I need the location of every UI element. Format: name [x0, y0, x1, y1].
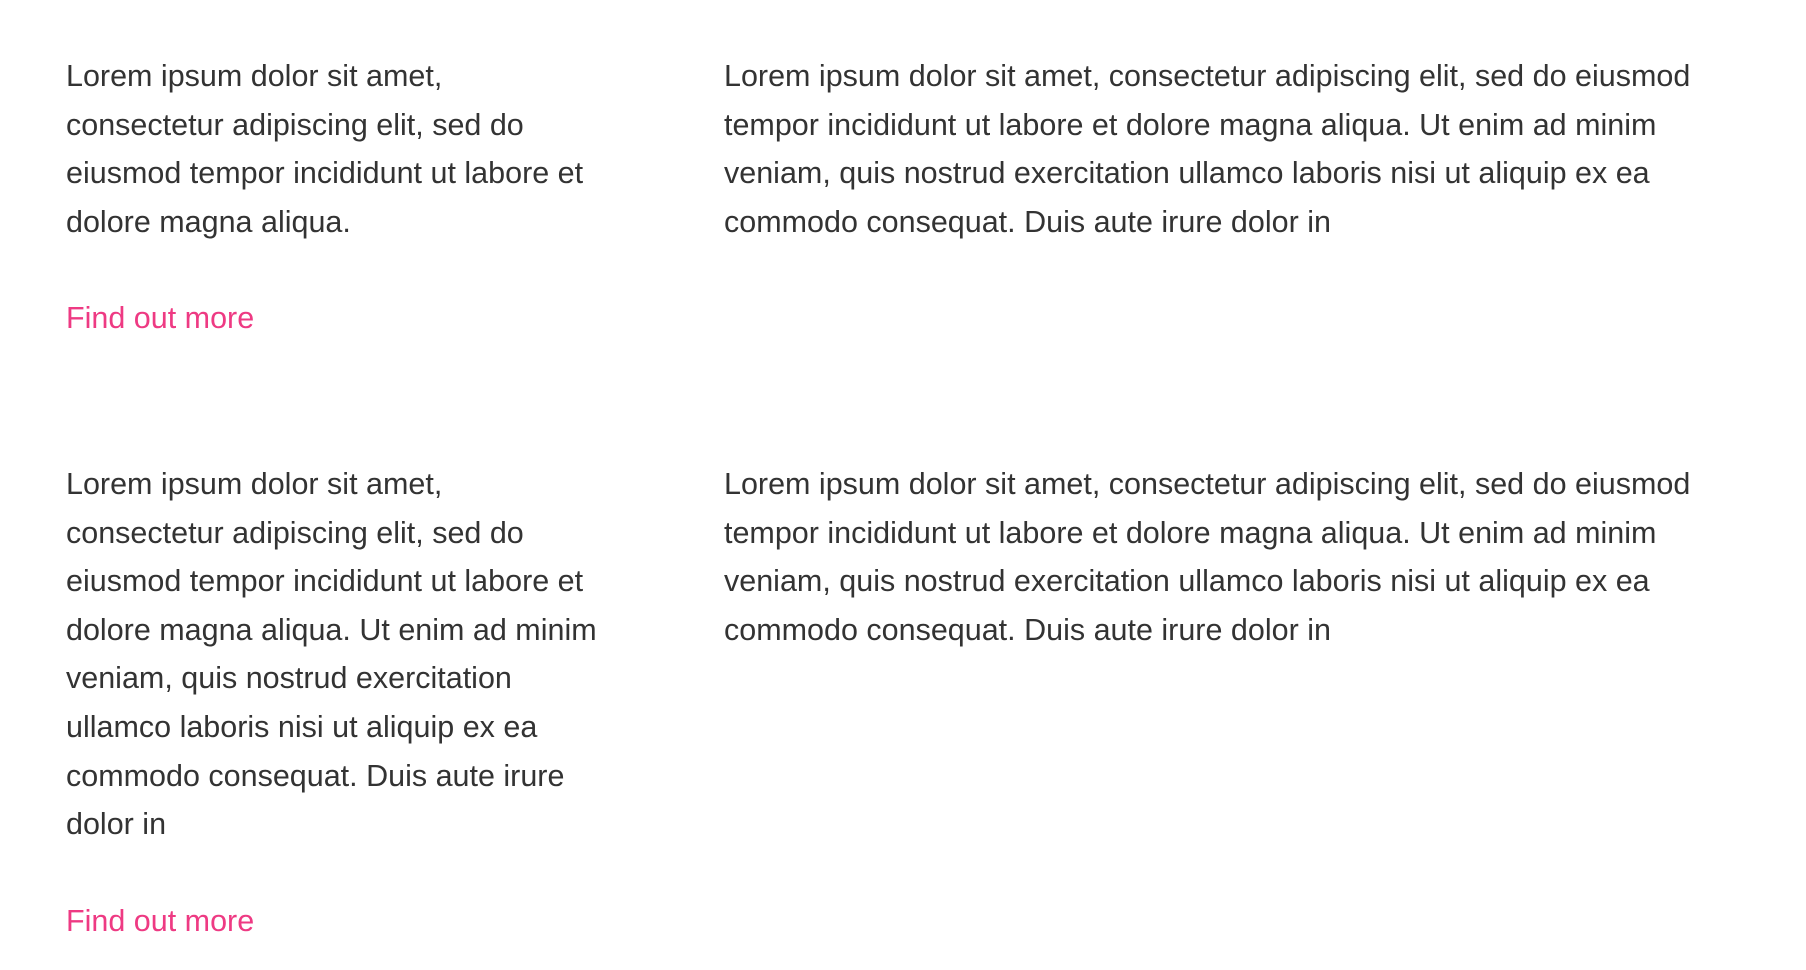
card-4-text: Lorem ipsum dolor sit amet, consectetur adipiscing elit, sed do eiusmod tempor incididunt ut labore et dolore magna aliqua. Ut enim ad minim veniam, quis nostrud exercitation ullamco laboris nisi ut aliquip ex ea commodo consequat. Duis aute irure dolor in	[724, 467, 1691, 647]
card-3	[66, 460, 606, 945]
content-row-2	[66, 460, 1746, 945]
card-3-text: Lorem ipsum dolor sit amet, consectetur adipiscing elit, sed do eiusmod tempor incididunt ut labore et dolore magna aliqua. Ut enim ad minim veniam, quis nostrud exercitation ullamco laboris nisi ut aliquip ex ea commodo consequat. Duis aute irure dolor in	[66, 467, 597, 842]
card-4	[724, 460, 1764, 654]
card-1	[66, 52, 606, 343]
card-3-find-out-more-link[interactable]: Find out more	[66, 903, 255, 938]
card-2-text: Lorem ipsum dolor sit amet, consectetur adipiscing elit, sed do eiusmod tempor incididunt ut labore et dolore magna aliqua. Ut enim ad minim veniam, quis nostrud exercitation ullamco laboris nisi ut aliquip ex ea commodo consequat. Duis aute irure dolor in	[724, 59, 1691, 239]
content-row-1	[66, 52, 1746, 343]
card-1-find-out-more-link[interactable]: Find out more	[66, 301, 255, 336]
card-1-text: Lorem ipsum dolor sit amet, consectetur adipiscing elit, sed do eiusmod tempor incididunt ut labore et dolore magna aliqua.	[66, 59, 584, 239]
card-2	[724, 52, 1764, 246]
